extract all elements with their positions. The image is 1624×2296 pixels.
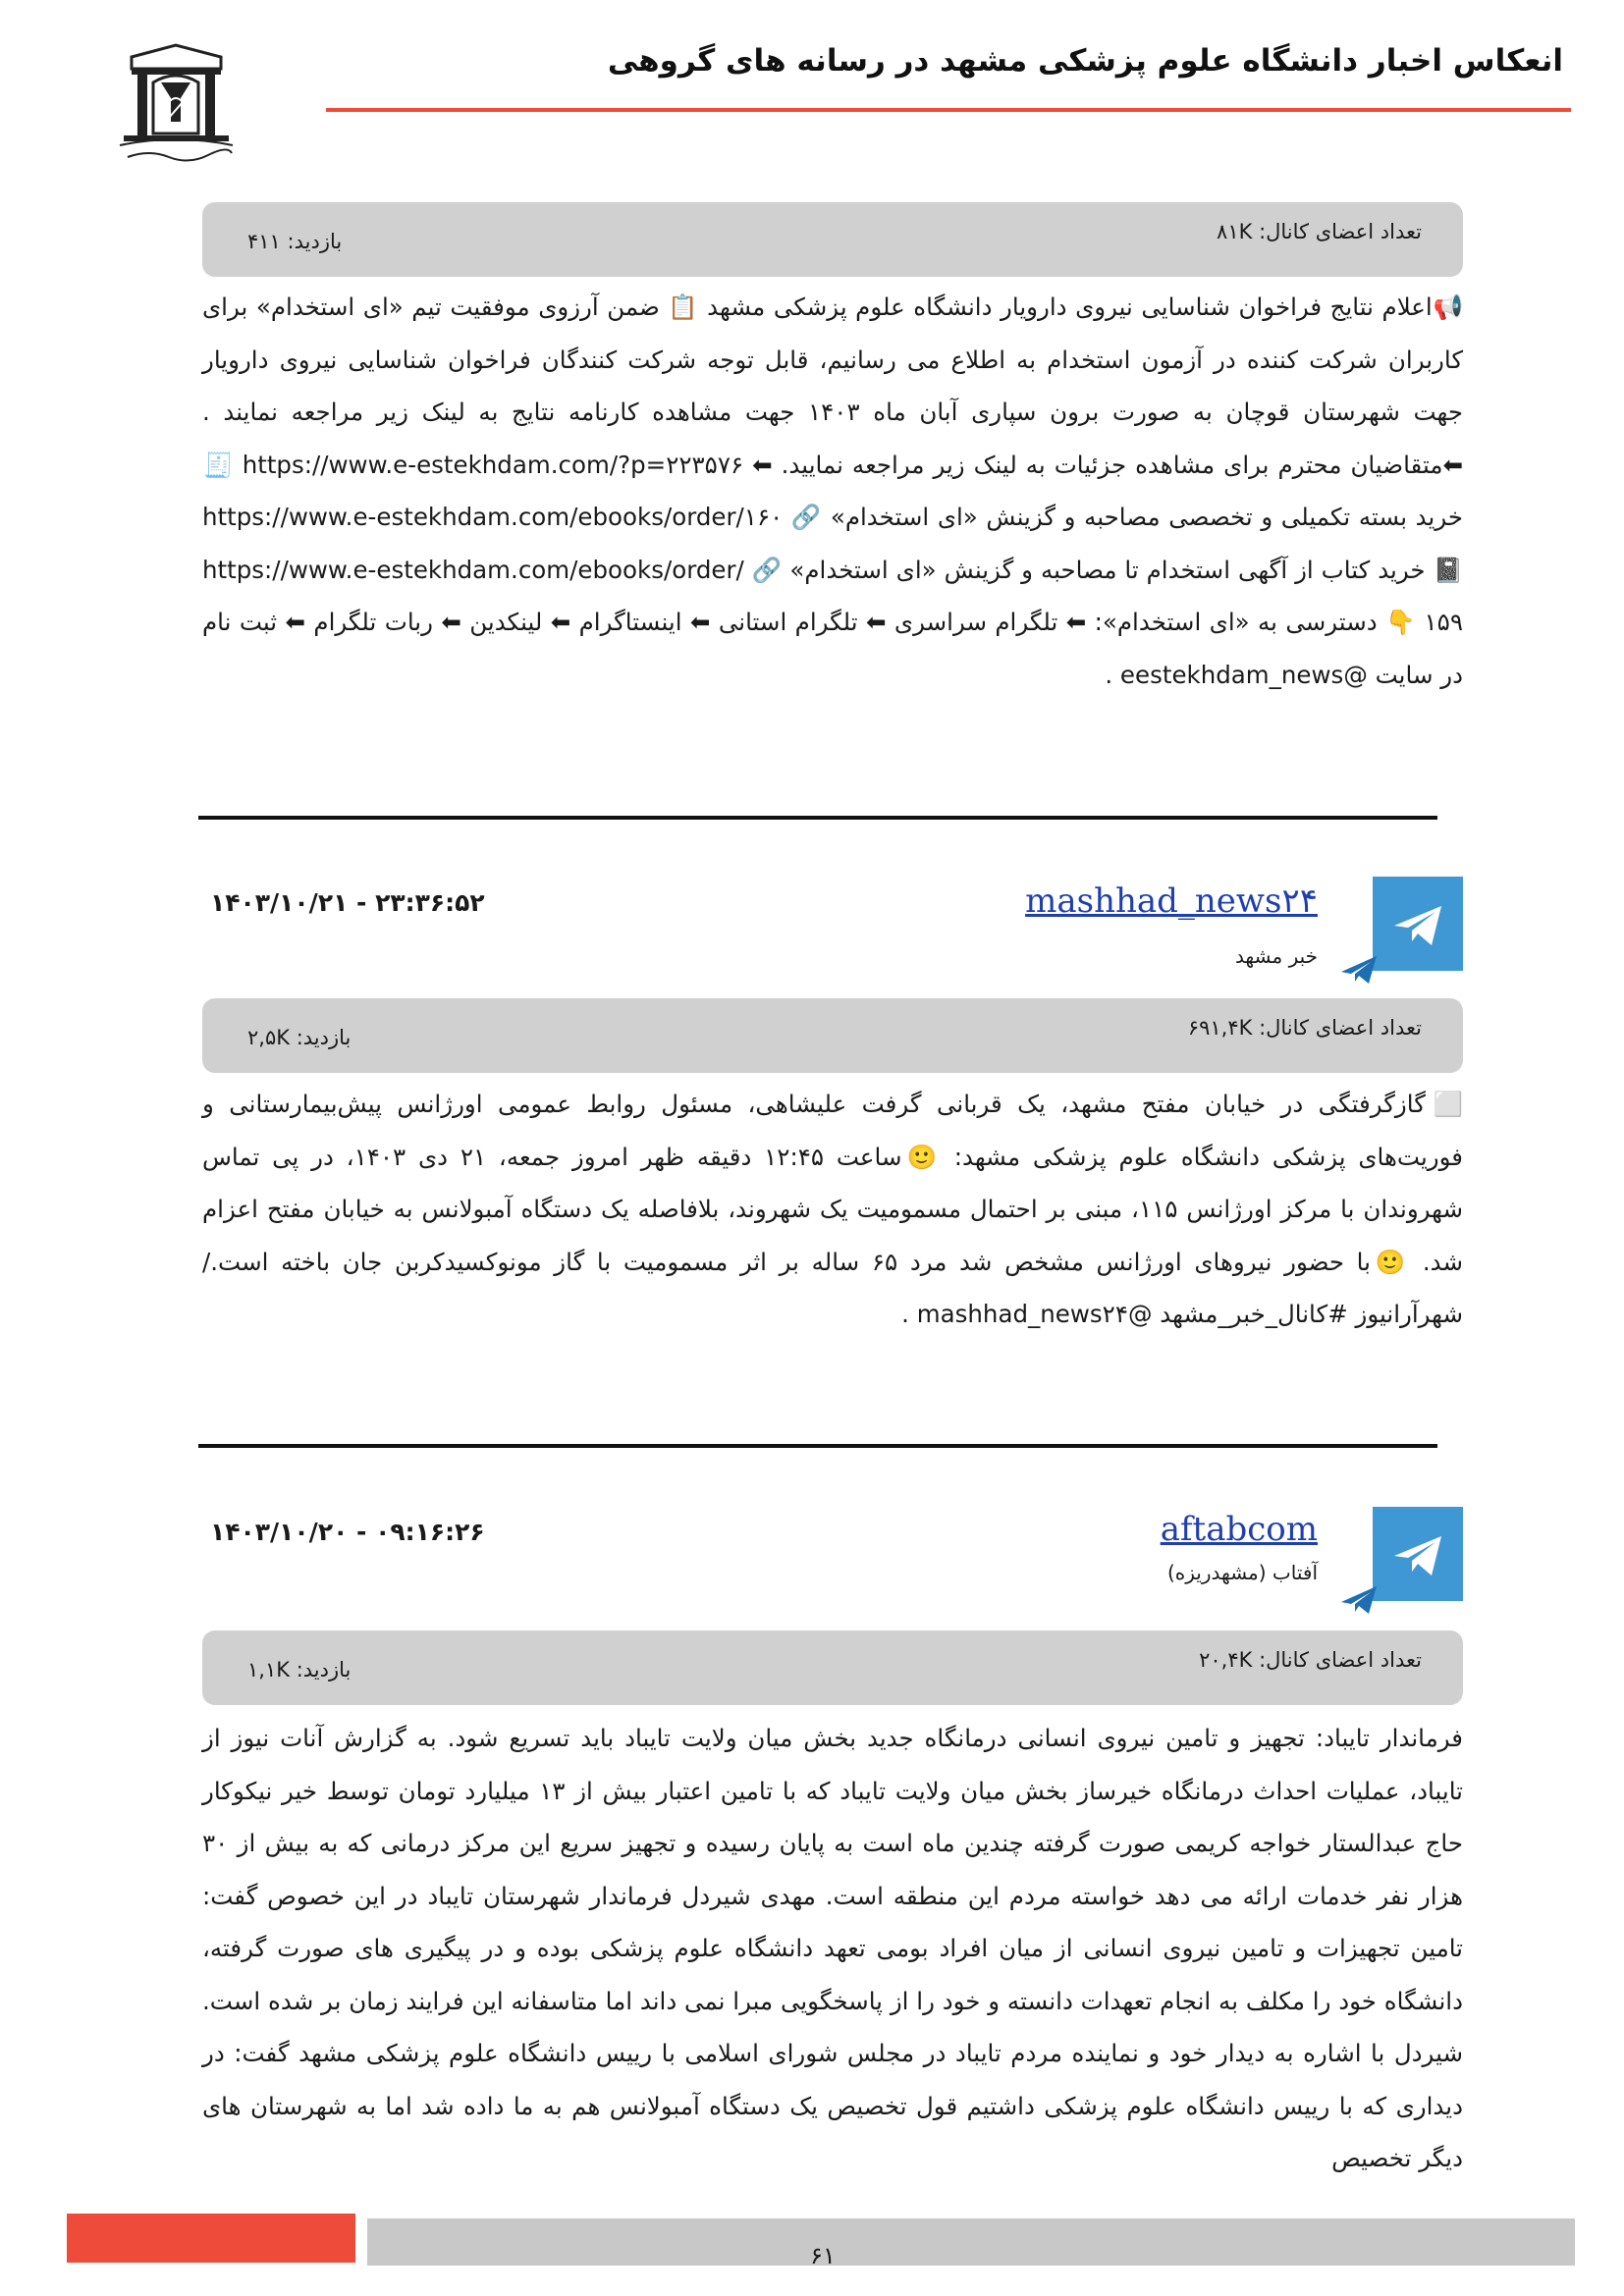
footer-accent-bar bbox=[67, 2214, 355, 2263]
telegram-plane-icon bbox=[1339, 952, 1379, 988]
post-stats-bar bbox=[202, 998, 1463, 1073]
paper-plane-icon bbox=[1373, 1507, 1463, 1601]
post-body: فرماندار تایباد: تجهیز و تامین نیروی انسانی درمانگاه جدید بخش میان ولایت تایباد باید تسریع شود. به گزارش آنات نیوز از تایباد، عملیات احداث درمانگاه خیرساز بخش میان ولایت تایباد که با تامین اعتبار بیش از ۱۳ میلیارد تومان توسط خیر نیکوکار حاج عبدالستار خواجه کریمی صورت گرفته چندین ماه است به پایان رسیده و تجهیز سریع این مرکز درمانی که به بیش از ۳۰ هزار نفر خدمات ارائه می دهد خواسته مردم این منطقه است. مهدی شیردل فرماندار شهرستان تایباد در این خصوص گفت: تامین تجهیزات و تامین نیروی انسانی از میان افراد بومی تعهد دانشگاه علوم پزشکی بوده و در پیگیری های صورت گرفته، دانشگاه خود را مکلف به انجام تعهدات دانسته و خود را از پاسخگویی مبرا نمی داند اما متاسفانه این فرایند زمان بر شده است. شیردل با اشاره به دیدار خود و نماینده مردم تایباد در مجلس شورای اسلامی با رییس دانشگاه علوم پزشکی مشهد گفت: در دیداری که با رییس دانشگاه علوم پزشکی داشتیم قول تخصیص یک دستگاه آمبولانس هم به ما داده شد اما به شهرستان های دیگر تخصیص bbox=[202, 1724, 1463, 2172]
paper-plane-icon bbox=[1373, 877, 1463, 971]
page-header-title: انعکاس اخبار دانشگاه علوم پزشکی مشهد در رسانه های گروهی bbox=[607, 43, 1563, 79]
channel-name[interactable]: mashhad_news۲۴ bbox=[1025, 881, 1318, 921]
post-divider bbox=[198, 816, 1437, 820]
channel-subtitle: آفتاب (مشهدریزه) bbox=[1166, 1561, 1318, 1584]
footer-bar bbox=[367, 2218, 1575, 2266]
page-number: ۶۱ bbox=[810, 2242, 836, 2269]
channel-members: تعداد اعضای کانال: ۸۱K bbox=[1217, 220, 1422, 243]
university-logo bbox=[110, 39, 243, 169]
post-views: بازدید: ۱,۱K bbox=[247, 1658, 352, 1682]
post-body: 📢اعلام نتایج فراخوان شناسایی نیروی دارویار دانشگاه علوم پزشکی مشهد 📋 ضمن آرزوی موفقیت تیم «ای استخدام» برای کاربران شرکت کننده در آزمون استخدام به اطلاع می رسانیم، قابل توجه شرکت کنندگان فراخوان شناسایی نیروی دارویار جهت شهرستان قوچان به صورت برون سپاری آبان ماه ۱۴۰۳ جهت مشاهده کارنامه نتایج به لینک زیر مراجعه نمایند . ⬅متقاضیان محترم برای مشاهده جزئیات به لینک زیر مراجعه نمایید. ⬅ https://www.e-estekhdam.com/?p=۲۲۳۵۷۶ 🧾 خرید بسته تکمیلی و تخصصی مصاحبه و گزینش «ای استخدام» 🔗 https://www.e-estekhdam.com/ebooks/order/۱۶۰ 📓 خرید کتاب از آگهی استخدام تا مصاحبه و گزینش «ای استخدام» 🔗 https://www.e-estekhdam.com/ebooks/order/۱۵۹ 👇 دسترسی به «ای استخدام»: ⬅ تلگرام سراسری ⬅ تلگرام استانی ⬅ اینستاگرام ⬅ لینکدین ⬅ ربات تلگرام ⬅ ثبت نام در سایت @eestekhdam_news . bbox=[202, 293, 1463, 689]
post-stats-bar bbox=[202, 202, 1463, 277]
channel-subtitle: خبر مشهد bbox=[1234, 944, 1318, 968]
telegram-plane-icon bbox=[1339, 1582, 1379, 1618]
channel-members: تعداد اعضای کانال: ۶۹۱,۴K bbox=[1187, 1016, 1422, 1040]
post-views: بازدید: ۲,۵K bbox=[247, 1026, 352, 1049]
telegram-channel-icon bbox=[1373, 877, 1463, 971]
telegram-channel-icon bbox=[1373, 1507, 1463, 1601]
post-body: ⬜گازگرفتگی در خیابان مفتح مشهد، یک قربانی گرفت علیشاهی، مسئول روابط عمومی اورژانس پیش‌بیمارستانی و فوریت‌های پزشکی دانشگاه علوم پزشکی مشهد: 🙂ساعت ۱۲:۴۵ دقیقه ظهر امروز جمعه، ۲۱ دی ۱۴۰۳، در پی تماس شهروندان با مرکز اورژانس ۱۱۵، مبنی بر احتمال مسمومیت یک شهروند، بلافاصله یک دستگاه آمبولانس به خیابان مفتح اعزام شد. 🙂با حضور نیروهای اورژانس مشخص شد مرد ۶۵ ساله بر اثر مسمومیت با گاز مونوکسیدکربن جان باخته است./شهرآرانیوز #کانال_خبر_مشهد @mashhad_news۲۴ . bbox=[202, 1090, 1464, 1328]
channel-name[interactable]: aftabcom bbox=[1160, 1510, 1318, 1549]
post-datetime: ۱۴۰۳/۱۰/۲۰ - ۰۹:۱۶:۲۶ bbox=[210, 1518, 485, 1546]
post-views: بازدید: ۴۱۱ bbox=[247, 230, 343, 253]
header-rule bbox=[326, 108, 1571, 112]
post-divider bbox=[198, 1444, 1437, 1448]
post-stats-bar bbox=[202, 1630, 1463, 1705]
post-datetime: ۱۴۰۳/۱۰/۲۱ - ۲۳:۳۶:۵۲ bbox=[210, 888, 485, 917]
channel-members: تعداد اعضای کانال: ۲۰,۴K bbox=[1199, 1648, 1422, 1672]
